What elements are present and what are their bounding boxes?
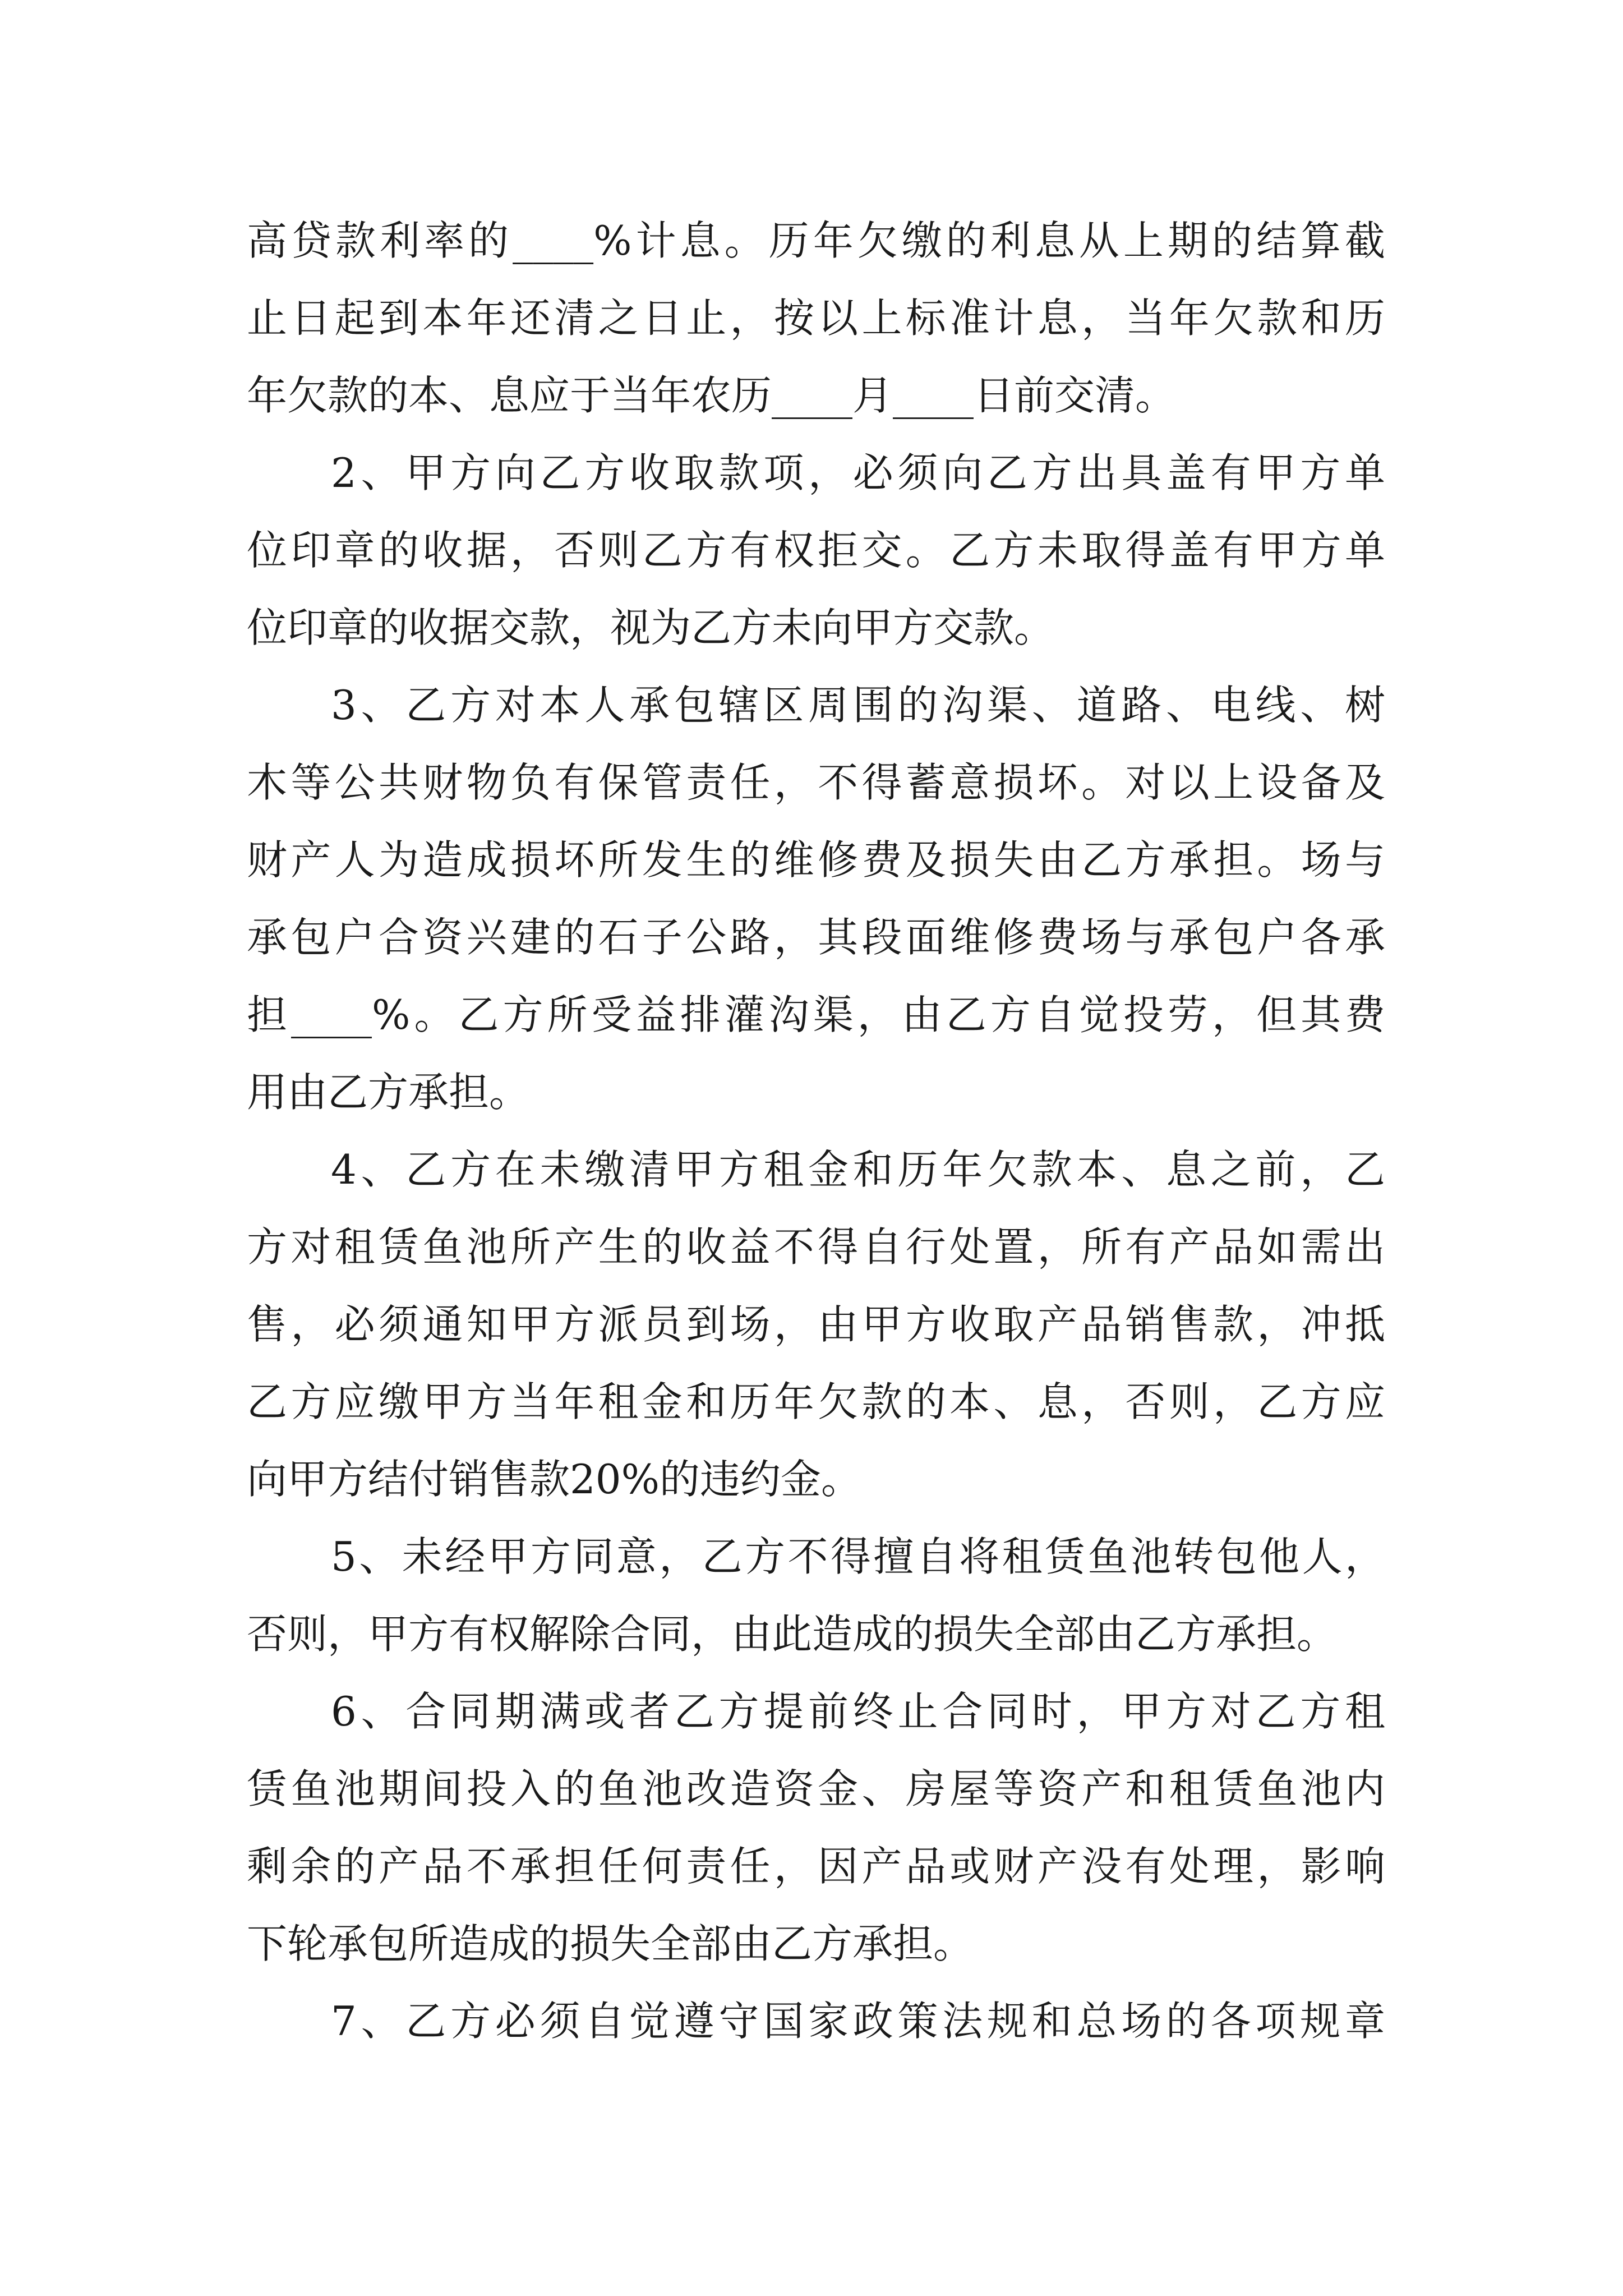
paragraph-p6: [247, 1673, 1385, 1982]
paragraph-p4: [247, 1131, 1385, 1518]
text-line: 售，必须通知甲方派员到场，由甲方收取产品销售款，冲抵: [247, 1301, 1385, 1348]
text-line: 7、乙方必须自觉遵守国家政策法规和总场的各项规章: [331, 1998, 1385, 2045]
text-line: 位印章的收据交款，视为乙方未向甲方交款。: [247, 604, 1055, 651]
text-line: 财产人为造成损坏所发生的维修费及损失由乙方承担。场与: [247, 836, 1385, 884]
text-line: 否则，甲方有权解除合同，由此造成的损失全部由乙方承担。: [247, 1611, 1338, 1658]
text-line: 高贷款利率的____%计息。历年欠缴的利息从上期的结算截: [247, 217, 1385, 264]
text-line: 剩余的产品不承担任何责任，因产品或财产没有处理，影响: [247, 1843, 1385, 1890]
text-line: 3、乙方对本人承包辖区周围的沟渠、道路、电线、树: [331, 682, 1385, 729]
text-line: 2、甲方向乙方收取款项，必须向乙方出具盖有甲方单: [331, 449, 1385, 496]
text-line: 向甲方结付销售款20%的违约金。: [247, 1456, 862, 1503]
text-line: 承包户合资兴建的石子公路，其段面维修费场与承包户各承: [247, 914, 1385, 961]
text-line: 止日起到本年还清之日止，按以上标准计息，当年欠款和历: [247, 295, 1385, 342]
text-line: 方对租赁鱼池所产生的收益不得自行处置，所有产品如需出: [247, 1223, 1385, 1271]
text-line: 用由乙方承担。: [247, 1069, 530, 1116]
paragraph-p7: [247, 1982, 1385, 2060]
paragraph-p3: [247, 666, 1385, 1131]
paragraph-p5: [247, 1518, 1385, 1673]
text-line: 木等公共财物负有保管责任，不得蓄意损坏。对以上设备及: [247, 759, 1385, 806]
text-line: 4、乙方在未缴清甲方租金和历年欠款本、息之前，乙: [331, 1146, 1385, 1193]
text-line: 赁鱼池期间投入的鱼池改造资金、房屋等资产和租赁鱼池内: [247, 1765, 1385, 1812]
paragraph-p2: [247, 434, 1385, 666]
text-line: 下轮承包所造成的损失全部由乙方承担。: [247, 1920, 974, 1967]
text-line: 位印章的收据，否则乙方有权拒交。乙方未取得盖有甲方单: [247, 527, 1385, 574]
paragraph-p1-cont: [247, 202, 1385, 434]
text-line: 6、合同期满或者乙方提前终止合同时，甲方对乙方租: [331, 1688, 1385, 1735]
document-body: [247, 202, 1385, 2060]
text-line: 乙方应缴甲方当年租金和历年欠款的本、息，否则，乙方应: [247, 1378, 1385, 1425]
text-line: 担____%。乙方所受益排灌沟渠，由乙方自觉投劳，但其费: [247, 991, 1385, 1038]
text-line: 年欠款的本、息应于当年农历____月____日前交清。: [247, 372, 1176, 419]
text-line: 5、未经甲方同意，乙方不得擅自将租赁鱼池转包他人，: [331, 1533, 1385, 1580]
